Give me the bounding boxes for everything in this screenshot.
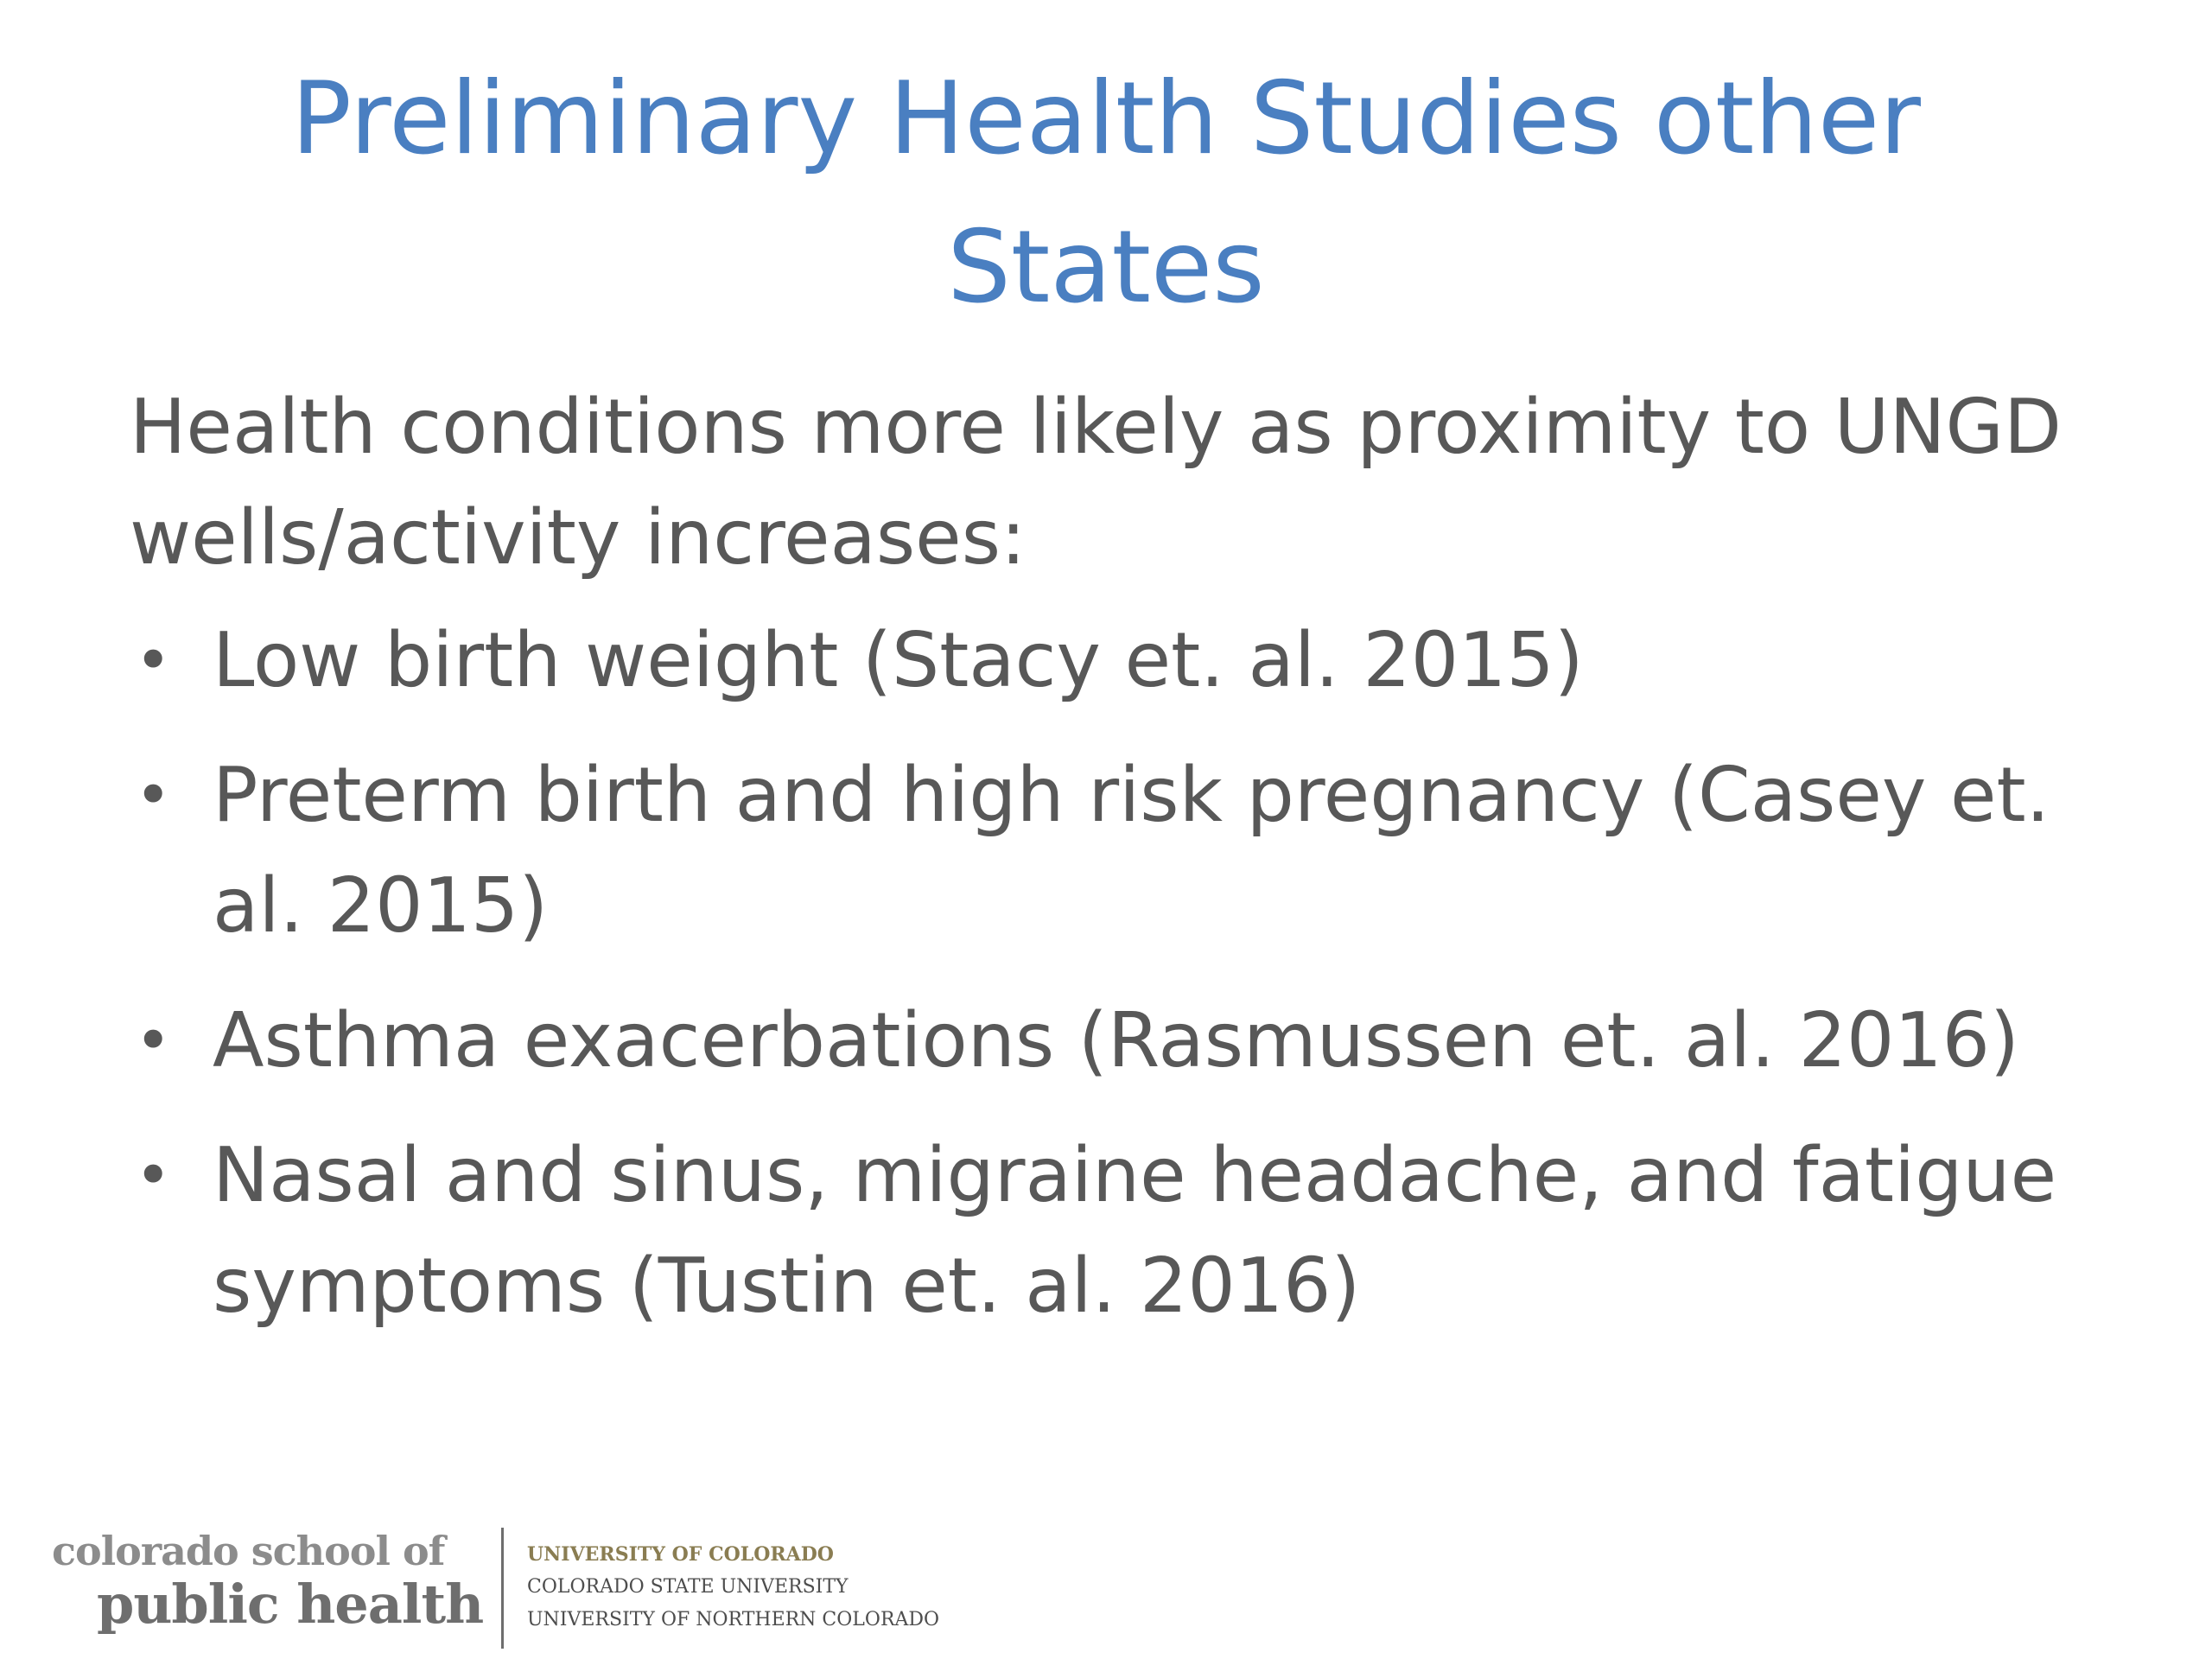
university-name: UNIVERSITY OF COLORADO [527,1543,834,1566]
bullet-text: Low birth weight (Stacy et. al. 2015) [213,616,1584,704]
bullet-text: Asthma exacerbations (Rasmussen et. al. 2016) [213,996,2019,1084]
list-item [130,985,2100,1096]
slide-title [0,45,2212,342]
bullet-text: Preterm birth and high risk pregnancy (Casey et. al. 2015) [213,751,2050,950]
university-name: COLORADO STATE UNIVERSITY [527,1576,849,1598]
university-list [527,1538,939,1637]
university-name: UNIVERSITY OF NORTHERN COLORADO [527,1609,940,1630]
list-item [130,740,2100,961]
bullet-dot-icon: • [135,759,172,831]
list-item [130,1120,2100,1341]
school-logo [52,1528,484,1649]
bullet-dot-icon: • [135,1004,172,1077]
logo-text-line-2: public health [97,1573,484,1636]
bullet-text: Nasal and sinus, migraine headache, and fatigue symptoms (Tustin et. al. 2016) [213,1131,2057,1330]
bullet-dot-icon: • [135,1139,172,1211]
logo-text-line-1: colorado school of [52,1528,445,1574]
bullet-dot-icon: • [135,624,172,696]
footer-divider [501,1528,504,1649]
slide-title-line-1: Preliminary Health Studies other [291,60,1921,177]
list-item [130,605,2100,715]
bullet-list [130,605,2100,1365]
slide-title-line-2: States [947,209,1265,326]
intro-text: Health conditions more likely as proximity to UNGD wells/activity increases: [130,383,2062,582]
